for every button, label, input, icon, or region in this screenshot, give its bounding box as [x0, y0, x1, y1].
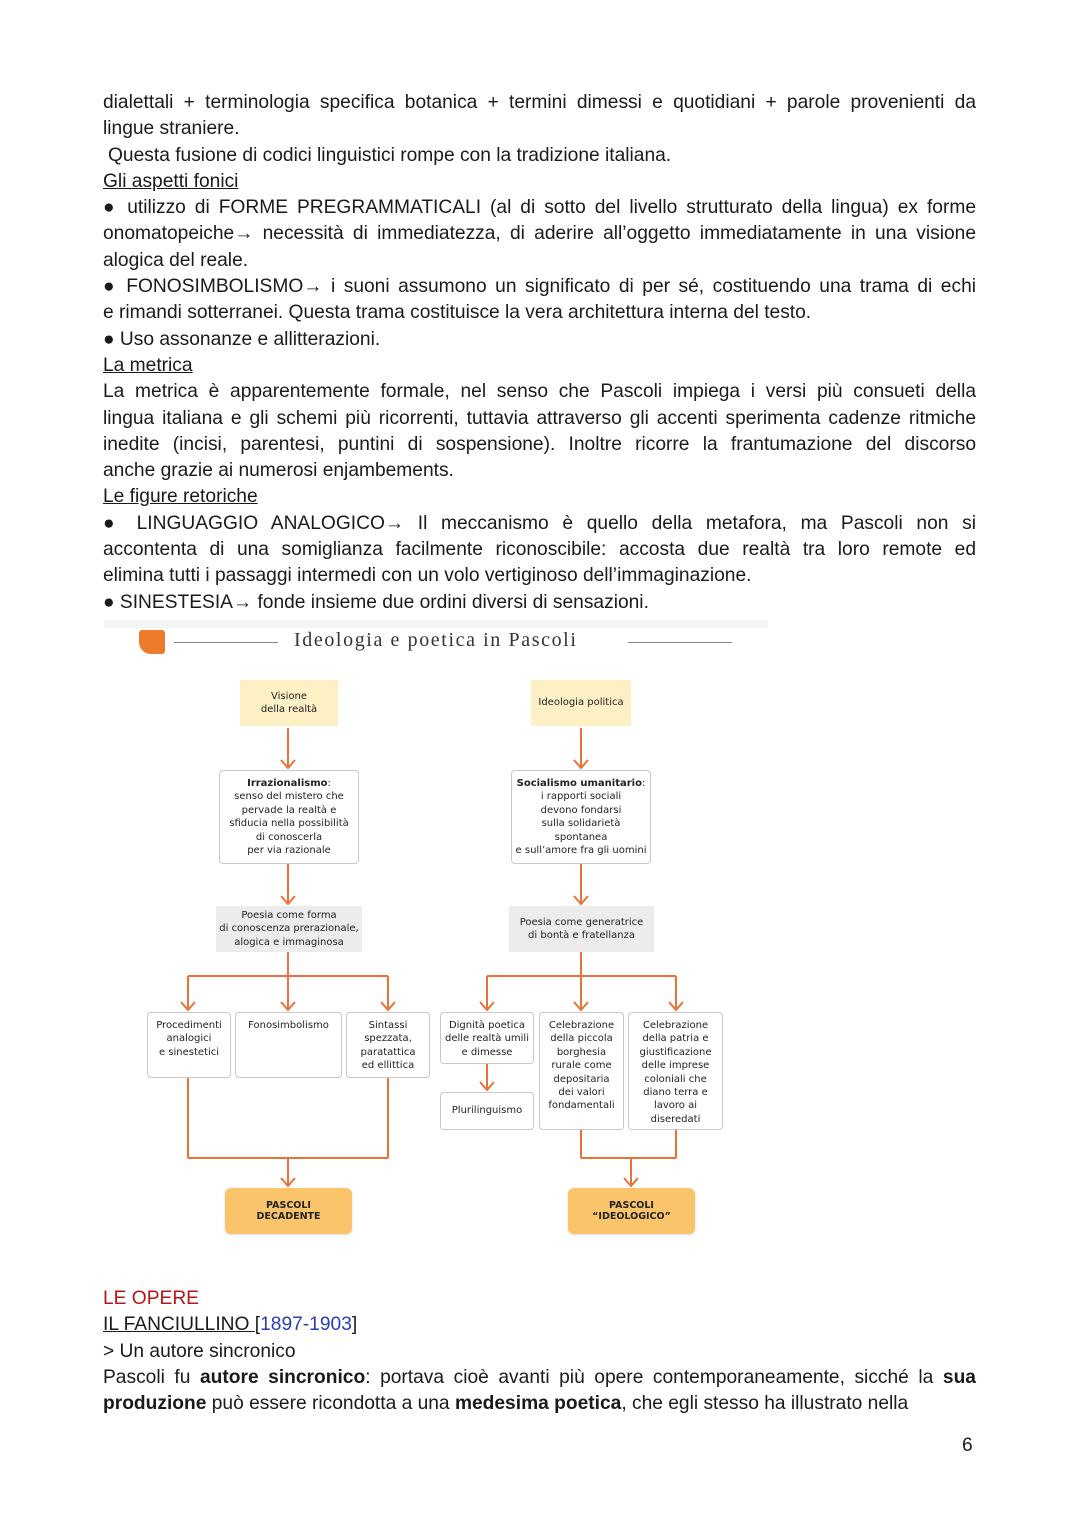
box-line: Ideologia politica [538, 697, 624, 709]
box-line: Procedimenti [156, 1020, 222, 1031]
box-celebrazione-patria [628, 1012, 723, 1130]
box-line: “IDEOLOGICO” [592, 1211, 671, 1222]
box-line: sulla solidarietà [541, 818, 621, 830]
box-pascoli-ideologico [568, 1188, 695, 1234]
box-line: giustificazione [639, 1046, 712, 1058]
bullet-line: e rimandi sotterranei. Questa trama costituisce la vera architettura interna del testo. [103, 302, 812, 324]
paragraph: Questa fusione di codici linguistici rompe con la tradizione italiana. [108, 144, 672, 166]
box-line: paratattica [360, 1046, 416, 1058]
box-line: Poesia come generatrice [519, 916, 644, 928]
box-line: Poesia come forma [241, 909, 337, 921]
box-line: di conoscenza prerazionale, [219, 923, 359, 935]
box-dignita-poetica [440, 1012, 534, 1064]
paragraph-line: lingua italiana e gli schemi più ricorrenti, tuttavia attraverso gli accenti sperimenta cadenze ritmiche [103, 407, 976, 429]
bracket: [ [254, 1314, 261, 1336]
work-title: IL FANCIULLINO [103, 1314, 255, 1336]
box-line: Sintassi [368, 1020, 408, 1031]
box-line: i rapporti sociali [540, 791, 622, 803]
box-procedimenti [147, 1012, 231, 1078]
section-heading-fonici: Gli aspetti fonici [103, 170, 239, 192]
bullet-line: ● Uso assonanze e allitterazioni. [103, 328, 381, 350]
bullet-line: ● SINESTESIA→ fonde insieme due ordini diversi di sensazioni. [103, 591, 649, 613]
box-line: PASCOLI [609, 1200, 654, 1211]
box-poesia-forma [216, 906, 362, 952]
box-line: Celebrazione [548, 1020, 615, 1031]
bullet-line: onomatopeiche→ necessità di immediatezza, di aderire all’oggetto immediatamente in una visione [103, 223, 976, 245]
diagram-title: Ideologia e poetica in Pascoli [294, 629, 578, 651]
concept-diagram [104, 620, 772, 1245]
box-line: ed ellittica [361, 1060, 415, 1072]
box-line: borghesia [556, 1046, 607, 1058]
box-line: di conoscerla [255, 831, 323, 843]
box-title: Socialismo umanitario: [516, 778, 646, 789]
bullet-line: ● LINGUAGGIO ANALOGICO→ Il meccanismo è quello della metafora, ma Pascoli non si [103, 512, 976, 534]
box-pascoli-decadente [225, 1188, 352, 1234]
box-line: Dignità poetica [448, 1020, 526, 1031]
bullet-line: accontenta di una somiglianza facilmente riconoscibile: accosta due realtà tra loro remote ed [103, 539, 976, 561]
box-line: spontanea [554, 831, 608, 843]
box-line: diano terra e [643, 1087, 708, 1099]
box-irrazionalismo [219, 770, 359, 864]
box-line: Visione [271, 690, 307, 702]
bullet-line: ● utilizzo di FORME PREGRAMMATICALI (al di sotto del livello strutturato della lingua) ex forme [103, 197, 976, 219]
box-line: delle imprese [641, 1060, 710, 1072]
box-line: dei valori [558, 1087, 605, 1099]
box-line: delle realtà umili [445, 1033, 529, 1045]
box-line: rurale come [551, 1060, 612, 1072]
box-line: Plurilinguismo [451, 1105, 523, 1117]
box-line: DECADENTE [256, 1211, 321, 1222]
subheading-sincronico: > Un autore sincronico [103, 1340, 296, 1362]
box-line: analogici [166, 1033, 212, 1045]
box-line: e dimesse [461, 1046, 513, 1058]
box-visione-realta [240, 680, 338, 726]
bullet-line: elimina tutti i passaggi intermedi con un volo vertiginoso dell’immaginazione. [103, 565, 752, 587]
work-title-line [103, 1312, 976, 1338]
box-line: della realtà [260, 704, 318, 715]
box-socialismo-umanitario [511, 770, 651, 864]
bracket: ] [351, 1314, 358, 1336]
box-line: della piccola [550, 1033, 613, 1045]
box-sintassi [346, 1012, 430, 1078]
paragraph-line: La metrica è apparentemente formale, nel senso che Pascoli impiega i versi più consueti della [103, 381, 976, 403]
paragraph-line: lingue straniere. [103, 118, 240, 140]
box-fonosimbolismo [235, 1012, 342, 1078]
box-line: della patria e [642, 1033, 709, 1045]
box-poesia-generatrice [509, 906, 654, 952]
box-line: e sull’amore fra gli uomini [515, 845, 647, 857]
box-line: per via razionale [247, 845, 331, 857]
box-line: senso del mistero che [234, 791, 344, 803]
bullet-line: ● FONOSIMBOLISMO→ i suoni assumono un significato di per sé, costituendo una trama di echi [103, 276, 976, 298]
document-page [103, 90, 976, 616]
box-line: alogica e immaginosa [234, 936, 344, 948]
paragraph-line: inedite (incisi, parentesi, puntini di sospensione). Inoltre ricorre la frantumazione del discorso [103, 433, 976, 455]
box-line: lavoro ai [653, 1100, 698, 1112]
box-plurilinguismo [440, 1092, 534, 1130]
box-line: devono fondarsi [540, 804, 622, 816]
diagram-connectors [104, 620, 772, 1245]
page-number: 6 [962, 1435, 973, 1456]
box-line: fondamentali [548, 1100, 615, 1112]
box-line: e sinestetici [158, 1046, 220, 1058]
paragraph-line: dialettali + terminologia specifica botanica + termini dimessi e quotidiani + parole provenienti da [103, 92, 976, 113]
section-heading-opere: LE OPERE [103, 1288, 199, 1309]
box-line: Fonosimbolismo [248, 1020, 329, 1031]
paragraph-sincronico: Pascoli fu autore sincronico: portava cioè avanti più opere contemporaneamente, sicché la sua produzione può essere ricondotta a una medesima poetica, che egli stesso ha illustrato nella [103, 1366, 976, 1415]
box-line: di bontà e fratellanza [528, 930, 635, 941]
box-ideologia-politica [531, 680, 631, 726]
box-line: spezzata, [364, 1033, 412, 1045]
box-line: coloniali che [644, 1073, 707, 1085]
box-line: Celebrazione [642, 1020, 709, 1031]
box-celebrazione-borghesia [539, 1012, 624, 1130]
work-years: 1897-1903 [260, 1314, 352, 1336]
box-line: diseredati [650, 1113, 701, 1125]
box-line: sfiducia nella possibilità [229, 818, 349, 830]
box-title: Irrazionalismo: [247, 778, 331, 789]
opere-section [103, 1286, 976, 1417]
section-heading-metrica: La metrica [103, 354, 193, 376]
paragraph-line: anche grazie ai numerosi enjambements. [103, 460, 454, 482]
box-line: pervade la realtà e [241, 804, 337, 816]
section-heading-figure: Le figure retoriche [103, 486, 258, 508]
box-line: PASCOLI [266, 1200, 311, 1211]
bullet-line: alogica del reale. [103, 249, 249, 271]
box-line: depositaria [553, 1073, 610, 1085]
